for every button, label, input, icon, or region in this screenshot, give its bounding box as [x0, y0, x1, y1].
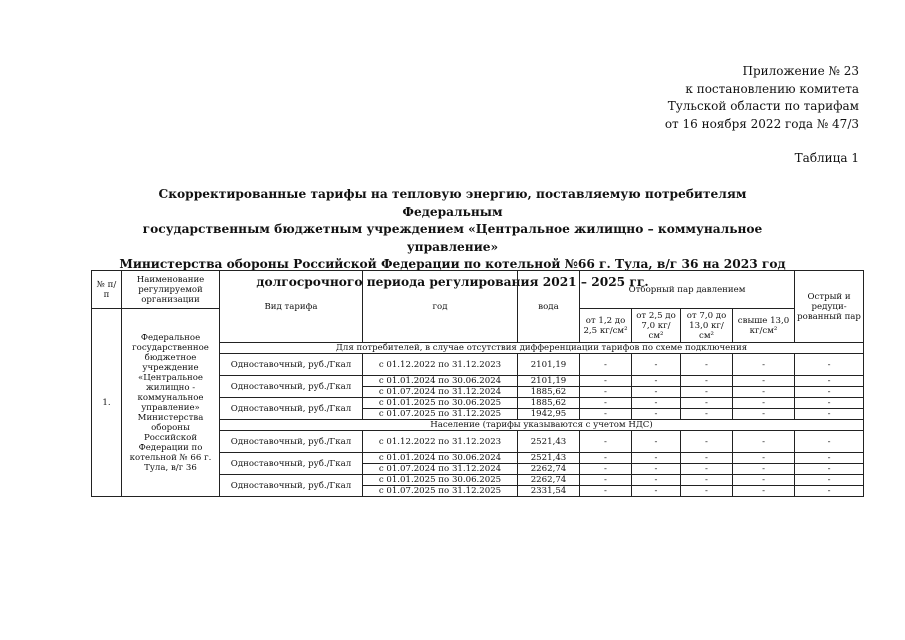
period-cell: с 01.07.2024 по 31.12.2024 — [363, 387, 518, 398]
steam-2-value: - — [632, 453, 681, 464]
period-cell: с 01.07.2025 по 31.12.2025 — [363, 486, 518, 497]
tariff-table — [91, 270, 864, 497]
steam-3-value: - — [681, 464, 733, 475]
steam-4-value: - — [733, 409, 795, 420]
steam-1-value: - — [580, 464, 632, 475]
steam-2-value: - — [632, 464, 681, 475]
steam-2-value: - — [632, 376, 681, 387]
title-line-4: долгосрочного периода регулирования 2021 – 2025 гг. — [256, 274, 649, 289]
appendix-ref: к постановлению комитета — [685, 81, 859, 96]
header-water: вода — [518, 271, 580, 343]
water-value: 1885,62 — [518, 398, 580, 409]
header-tariff-type: Вид тарифа — [220, 271, 363, 343]
sharp-steam-value: - — [795, 398, 864, 409]
steam-3-value: - — [681, 486, 733, 497]
tariff-type-cell: Одноставочный, руб./Гкал — [220, 431, 363, 453]
steam-4-value: - — [733, 431, 795, 453]
org-name: Федеральное государственное бюджетное учреждение «Центральное жилищно - коммунальное управление» Министерства обороны Российской Федерации по котельной № 66 г. Тула, в/г 36 — [122, 309, 220, 497]
appendix-header — [559, 63, 859, 133]
header-num: № п/п — [92, 271, 122, 309]
water-value: 2262,74 — [518, 475, 580, 486]
tariff-type-cell: Одноставочный, руб./Гкал — [220, 376, 363, 398]
row-number: 1. — [92, 309, 122, 497]
steam-1-value: - — [580, 387, 632, 398]
steam-4-value: - — [733, 376, 795, 387]
header-sharp-steam: Острый и редуци-рованный пар — [795, 271, 864, 343]
steam-1-value: - — [580, 409, 632, 420]
steam-1-value: - — [580, 486, 632, 497]
water-value: 2521,43 — [518, 453, 580, 464]
period-cell: с 01.01.2024 по 30.06.2024 — [363, 376, 518, 387]
steam-3-value: - — [681, 431, 733, 453]
tariff-type-cell: Одноставочный, руб./Гкал — [220, 398, 363, 420]
title-line-3: Министерства обороны Российской Федерации по котельной №66 г. Тула, в/г 36 на 2023 год — [119, 257, 786, 271]
steam-3-value: - — [681, 453, 733, 464]
period-cell: с 01.01.2025 по 30.06.2025 — [363, 398, 518, 409]
steam-4-value: - — [733, 354, 795, 376]
steam-3-value: - — [681, 387, 733, 398]
title-line-2: государственным бюджетным учреждением «Центральное жилищно – коммунальное управление» — [142, 222, 763, 254]
steam-3-value: - — [681, 398, 733, 409]
steam-2-value: - — [632, 475, 681, 486]
period-cell: с 01.01.2024 по 30.06.2024 — [363, 453, 518, 464]
table-label: Таблица 1 — [794, 151, 859, 165]
period-cell: с 01.07.2025 по 31.12.2025 — [363, 409, 518, 420]
header-row-1 — [92, 271, 864, 309]
period-cell: с 01.07.2024 по 31.12.2024 — [363, 464, 518, 475]
tariff-type-cell: Одноставочный, руб./Гкал — [220, 475, 363, 497]
water-value: 2262,74 — [518, 464, 580, 475]
steam-2-value: - — [632, 409, 681, 420]
header-year: год — [363, 271, 518, 343]
sharp-steam-value: - — [795, 431, 864, 453]
period-cell: с 01.01.2025 по 30.06.2025 — [363, 475, 518, 486]
steam-3-value: - — [681, 376, 733, 387]
steam-3-value: - — [681, 409, 733, 420]
steam-4-value: - — [733, 453, 795, 464]
steam-2-value: - — [632, 398, 681, 409]
steam-1-value: - — [580, 475, 632, 486]
water-value: 1885,62 — [518, 387, 580, 398]
tariff-type-cell: Одноставочный, руб./Гкал — [220, 354, 363, 376]
sharp-steam-value: - — [795, 354, 864, 376]
section-1-title: Для потребителей, в случае отсутствия дифференциации тарифов по схеме подключения — [220, 343, 864, 354]
steam-2-value: - — [632, 431, 681, 453]
period-cell: с 01.12.2022 по 31.12.2023 — [363, 354, 518, 376]
steam-4-value: - — [733, 398, 795, 409]
steam-2-value: - — [632, 354, 681, 376]
steam-3-value: - — [681, 354, 733, 376]
period-cell: с 01.12.2022 по 31.12.2023 — [363, 431, 518, 453]
sharp-steam-value: - — [795, 376, 864, 387]
steam-4-value: - — [733, 486, 795, 497]
tariff-type-cell: Одноставочный, руб./Гкал — [220, 453, 363, 475]
steam-2-value: - — [632, 387, 681, 398]
header-steam-2: от 2,5 до 7,0 кг/см² — [632, 309, 681, 343]
steam-1-value: - — [580, 431, 632, 453]
steam-1-value: - — [580, 398, 632, 409]
steam-2-value: - — [632, 486, 681, 497]
appendix-committee: Тульской области по тарифам — [667, 99, 859, 113]
water-value: 2521,43 — [518, 431, 580, 453]
section-2-title: Население (тарифы указываются с учетом НДС) — [220, 420, 864, 431]
steam-3-value: - — [681, 475, 733, 486]
steam-1-value: - — [580, 354, 632, 376]
sharp-steam-value: - — [795, 453, 864, 464]
sharp-steam-value: - — [795, 387, 864, 398]
steam-4-value: - — [733, 387, 795, 398]
water-value: 2101,19 — [518, 376, 580, 387]
title-line-1: Скорректированные тарифы на тепловую энергию, поставляемую потребителям Федеральным — [158, 187, 747, 219]
appendix-number: Приложение № 23 — [742, 64, 859, 78]
header-steam-group: Отборный пар давлением — [580, 271, 795, 309]
sharp-steam-value: - — [795, 475, 864, 486]
steam-4-value: - — [733, 464, 795, 475]
header-steam-1: от 1,2 до 2,5 кг/см² — [580, 309, 632, 343]
steam-1-value: - — [580, 376, 632, 387]
steam-1-value: - — [580, 453, 632, 464]
header-org: Наименование регулируемой организации — [122, 271, 220, 309]
header-steam-4: свыше 13,0 кг/см² — [733, 309, 795, 343]
header-steam-3: от 7,0 до 13,0 кг/см² — [681, 309, 733, 343]
sharp-steam-value: - — [795, 409, 864, 420]
water-value: 2101,19 — [518, 354, 580, 376]
steam-4-value: - — [733, 475, 795, 486]
water-value: 2331,54 — [518, 486, 580, 497]
appendix-date: от 16 ноября 2022 года № 47/3 — [664, 116, 859, 131]
water-value: 1942,95 — [518, 409, 580, 420]
sharp-steam-value: - — [795, 464, 864, 475]
sharp-steam-value: - — [795, 486, 864, 497]
